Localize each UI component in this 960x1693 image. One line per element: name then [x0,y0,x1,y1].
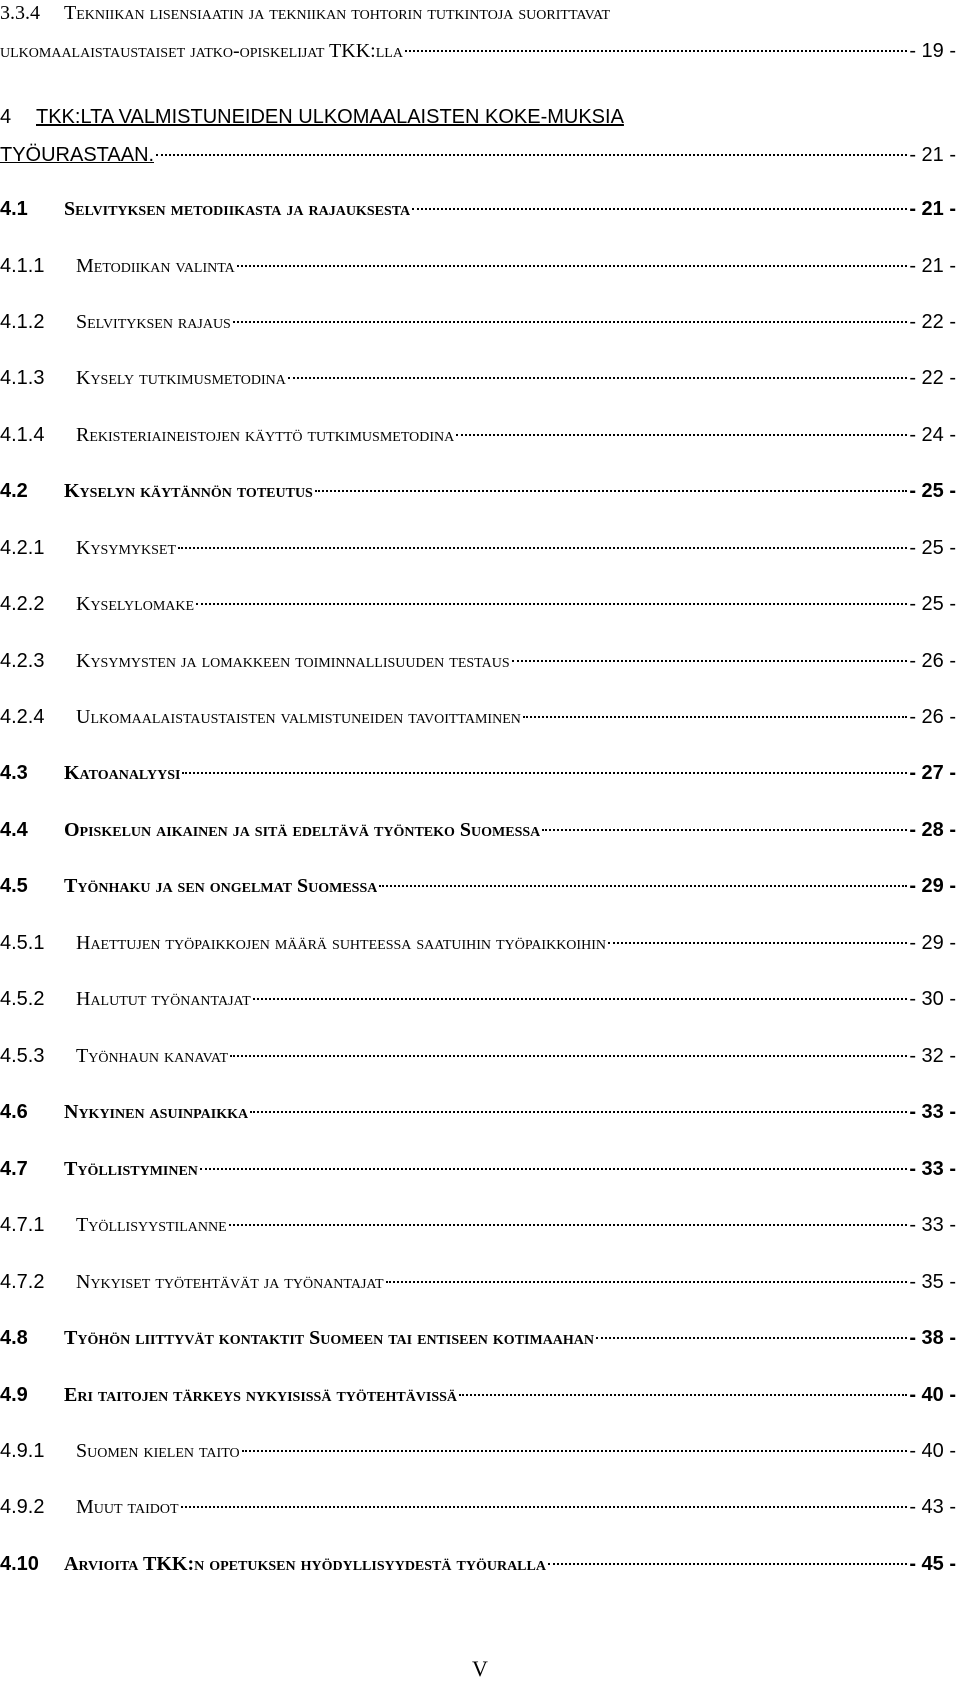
toc-entry[interactable] [0,478,956,504]
toc-title: Kysymysten ja lomakkeen toiminnallisuuden testaus [76,650,510,672]
toc-number: 4.1.4 [0,424,45,446]
toc-number: 4.2.1 [0,537,45,559]
toc-entry[interactable] [0,930,956,956]
toc-page-number: - 40 - [909,1440,956,1462]
toc-entry[interactable] [0,591,956,617]
toc-number: 4.9.1 [0,1440,45,1462]
toc-entry[interactable] [0,365,956,391]
toc-page-number: - 33 - [909,1158,956,1180]
dot-leader [242,1450,908,1452]
dot-leader [608,942,907,944]
toc-title-line1: Tekniikan lisensiaatin ja tekniikan tohtorin tutkintoja suorittavat [64,2,611,24]
dot-leader [253,998,908,1000]
toc-number: 4.7 [0,1158,28,1180]
toc-page-number: - 21 - [909,255,956,277]
toc-page-number: - 22 - [909,311,956,333]
dot-leader [379,885,907,887]
toc-page-number: - 22 - [909,367,956,389]
dot-leader [523,716,907,718]
toc-page-number: - 38 - [909,1327,956,1349]
toc-number: 4.4 [0,819,28,841]
toc-page-number: - 32 - [909,1045,956,1067]
toc-page-number: - 45 - [909,1553,956,1575]
dot-leader [250,1111,907,1113]
toc-entry[interactable] [0,1156,956,1182]
toc-entry[interactable] [0,986,956,1012]
toc-page-number: - 30 - [909,988,956,1010]
toc-title: Kysymykset [76,537,177,559]
toc-number: 4.9.2 [0,1496,45,1518]
toc-title: Kyselyn käytännön toteutus [64,480,313,502]
toc-number: 4.1.1 [0,255,45,277]
dot-leader [548,1563,907,1565]
toc-page-number: - 35 - [909,1271,956,1293]
toc-entry[interactable] [0,1551,956,1577]
toc-number: 4.3 [0,762,28,784]
toc-page-number: - 21 - [909,144,956,166]
toc-page-number: - 19 - [909,40,956,62]
dot-leader [405,50,907,52]
toc-number: 4.1.2 [0,311,45,333]
toc-title: Suomen kielen taito [76,1440,240,1462]
toc-number: 4.9 [0,1384,28,1406]
toc-entry[interactable] [0,1269,956,1295]
toc-entry[interactable] [0,1438,956,1464]
toc-page-number: - 26 - [909,706,956,728]
toc-title: Rekisteriaineistojen käyttö tutkimusmetodina [76,424,455,446]
toc-title: Työllistyminen [64,1158,198,1180]
toc-number: 4.5.1 [0,932,45,954]
toc-entry[interactable] [0,1212,956,1238]
toc-title: Työllisyystilanne [76,1214,227,1236]
toc-page-number: - 43 - [909,1496,956,1518]
toc-page-number: - 24 - [909,424,956,446]
toc-number: 4.2.2 [0,593,45,615]
toc-entry[interactable] [0,1099,956,1125]
toc-page-number: - 26 - [909,650,956,672]
toc-page-number: - 27 - [909,762,956,784]
dot-leader [315,490,907,492]
page-roman-numeral: V [472,1656,488,1681]
toc-title: Työhön liittyvät kontaktit Suomeen tai entiseen kotimaahan [64,1327,595,1349]
toc-page-number: - 21 - [909,198,956,220]
toc-entry-line1 [0,104,956,130]
toc-entry[interactable] [0,648,956,674]
toc-title: Kyselylomake [76,593,195,615]
toc-title: Kysely tutkimusmetodina [76,367,286,389]
toc-title: Eri taitojen tärkeys nykyisissä työtehtävissä [64,1384,458,1406]
dot-leader [542,829,907,831]
toc-title: Metodiikan valinta [76,255,235,277]
dot-leader [196,603,907,605]
toc-number: 3.3.4 [0,2,40,24]
toc-entry[interactable] [0,817,956,843]
toc-title: ulkomaalaistaustaiset jatko-opiskelijat TKK:lla [0,40,403,62]
toc-title: Työnhaun kanavat [76,1045,229,1067]
toc-page-number: - 29 - [909,932,956,954]
dot-leader [233,321,907,323]
toc-page-number: - 33 - [909,1214,956,1236]
toc-title: Halutut työnantajat [76,988,251,1010]
toc-number: 4.5.3 [0,1045,45,1067]
toc-title: Ulkomaalaistaustaisten valmistuneiden tavoittaminen [76,706,521,728]
toc-number: 4.1.3 [0,367,45,389]
toc-title: Katoanalyysi [64,762,181,784]
toc-title: Haettujen työpaikkojen määrä suhteessa saatuihin työpaikkoihin [76,932,606,954]
toc-title: Selvityksen metodiikasta ja rajauksesta [64,198,411,220]
toc-entry[interactable] [0,422,956,448]
toc-entry-line1 [0,0,956,26]
toc-entry[interactable] [0,535,956,561]
dot-leader [237,265,908,267]
toc-page-number: - 29 - [909,875,956,897]
dot-leader [229,1224,908,1226]
dot-leader [178,547,907,549]
toc-entry[interactable] [0,253,956,279]
toc-title: Arvioita TKK:n opetuksen hyödyllisyydestä työuralla [64,1553,546,1575]
dot-leader [288,377,907,379]
toc-number: 4.8 [0,1327,28,1349]
toc-number: 4.6 [0,1101,28,1123]
toc-page-number: - 25 - [909,593,956,615]
toc-page-number: - 25 - [909,480,956,502]
toc-entry[interactable] [0,142,956,168]
toc-number: 4.7.1 [0,1214,45,1236]
toc-title: TYÖURASTAAN. [0,144,155,166]
toc-title: Nykyiset työtehtävät ja työnantajat [76,1271,384,1293]
toc-number: 4.2 [0,480,28,502]
toc-entry[interactable] [0,1494,956,1520]
toc-number: 4.5.2 [0,988,45,1010]
toc-number: 4.7.2 [0,1271,45,1293]
toc-number: 4.2.3 [0,650,45,672]
dot-leader [456,434,907,436]
toc-entry[interactable] [0,38,956,64]
toc-title: Opiskelun aikainen ja sitä edeltävä työnteko Suomessa [64,819,541,841]
toc-entry[interactable] [0,309,956,335]
toc-title: Työnhaku ja sen ongelmat Suomessa [64,875,378,897]
toc-entry[interactable] [0,873,956,899]
toc-entry[interactable] [0,1043,956,1069]
dot-leader [412,208,907,210]
dot-leader [512,660,908,662]
dot-leader [459,1394,907,1396]
dot-leader [230,1055,907,1057]
toc-number: 4 [0,106,12,128]
toc-page-number: - 33 - [909,1101,956,1123]
dot-leader [181,1506,908,1508]
toc-page-number: - 28 - [909,819,956,841]
toc-entry[interactable] [0,704,956,730]
toc-number: 4.10 [0,1553,39,1575]
toc-entry[interactable] [0,1382,956,1408]
toc-number: 4.1 [0,198,28,220]
toc-entry[interactable] [0,760,956,786]
toc-title: Selvityksen rajaus [76,311,231,333]
toc-entry[interactable] [0,1325,956,1351]
toc-page-number: - 40 - [909,1384,956,1406]
dot-leader [386,1281,908,1283]
dot-leader [200,1168,907,1170]
toc-title: Nykyinen asuinpaikka [64,1101,249,1123]
toc-number: 4.5 [0,875,28,897]
dot-leader [156,154,907,156]
dot-leader [182,772,907,774]
toc-entry[interactable] [0,196,956,222]
dot-leader [596,1337,907,1339]
toc-number: 4.2.4 [0,706,45,728]
toc-page-number: - 25 - [909,537,956,559]
toc-title: Muut taidot [76,1496,179,1518]
toc-title-line1: TKK:LTA VALMISTUNEIDEN ULKOMAALAISTEN KOKE-MUKSIA [36,106,624,128]
